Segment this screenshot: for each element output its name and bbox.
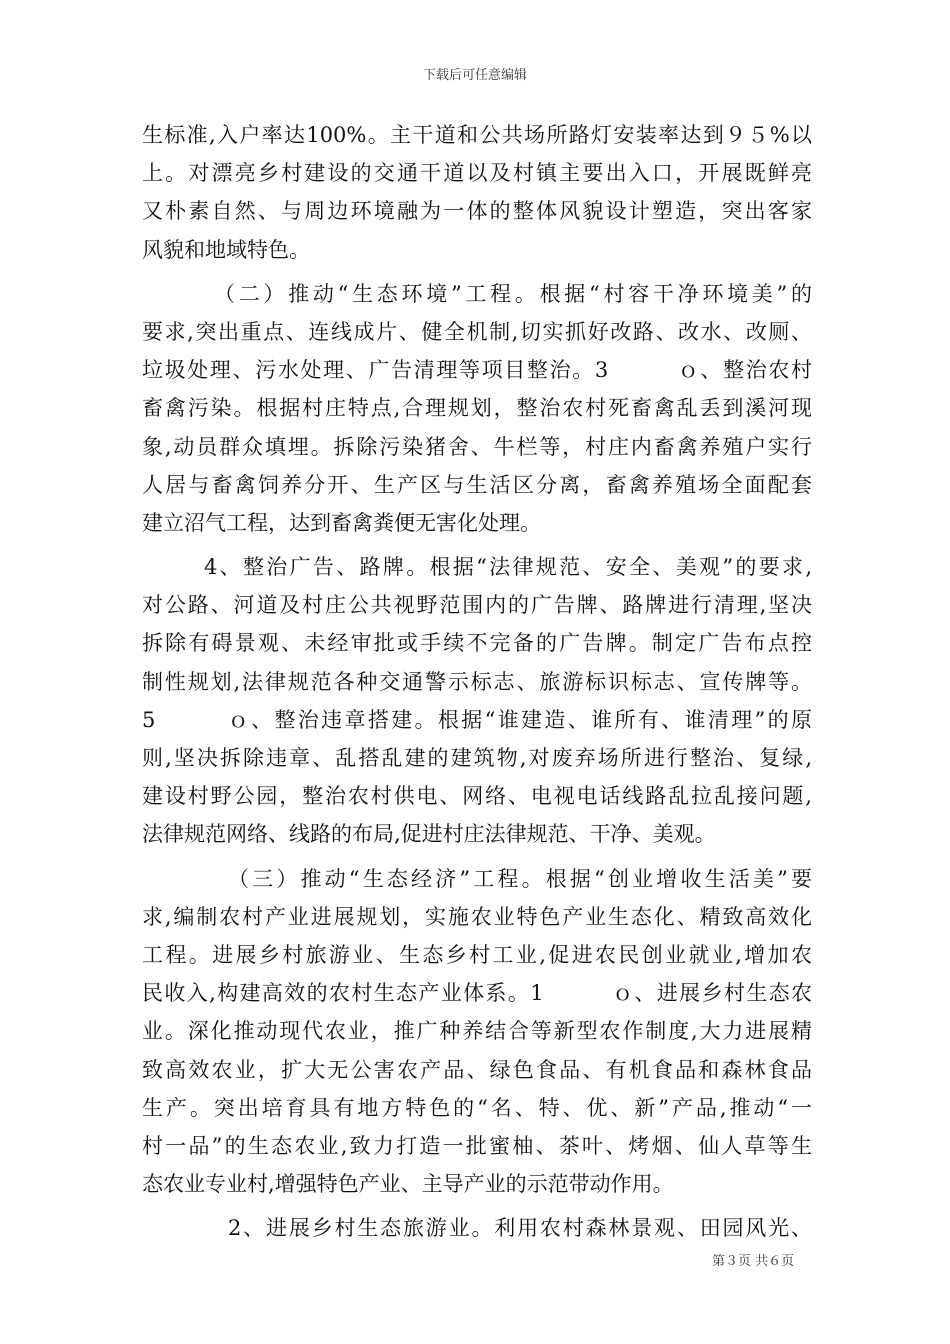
text-line: 态农业专业村,增强特色产业、主导产业的示范带动作用。 — [142, 1172, 674, 1197]
text-line: （三）推动“生态经济”工程。根据“创业增收生活美”要 — [228, 866, 812, 891]
text-line: 业。深化推动现代农业，推广种养结合等新型农作制度,大力进展精 — [142, 1019, 812, 1044]
text-line: 致高效农业，扩大无公害农产品、绿色食品、有机食品和森林食品 — [142, 1057, 812, 1082]
text-line: 民收入,构建高效的农村生态产业体系。1 ｏ、进展乡村生态农 — [142, 981, 812, 1006]
text-line: 则,坚决拆除违章、乱搭乱建的建筑物,对废弃场所进行整治、复绿, — [142, 746, 812, 770]
text-line: 建立沼气工程，达到畜禽粪便无害化处理。 — [142, 510, 541, 535]
text-line: 风貌和地域特色。 — [142, 237, 310, 262]
text-line: 人居与畜禽饲养分开、生产区与生活区分离，畜禽养殖场全面配套 — [142, 472, 812, 497]
text-line: 对公路、河道及村庄公共视野范围内的广告牌、路牌进行清理,坚决 — [142, 593, 812, 618]
text-line: 工程。进展乡村旅游业、生态乡村工业,促进农民创业就业,增加农 — [142, 942, 812, 967]
text-line: 要求,突出重点、连线成片、健全机制,切实抓好改路、改水、改厕、 — [142, 319, 812, 344]
text-line: 5 ｏ、整治违章搭建。根据“谁建造、谁所有、谁清理”的原 — [142, 707, 812, 732]
text-line: （二）推动“生态环境”工程。根据“村容干净环境美”的 — [214, 281, 812, 306]
text-line: 村一品”的生态农业,致力打造一批蜜柚、茶叶、烤烟、仙人草等生 — [142, 1133, 812, 1158]
text-line: 生产。突出培育具有地方特色的“名、特、优、新”产品,推动“一 — [142, 1095, 812, 1120]
text-line: 垃圾处理、污水处理、广告清理等项目整治。3 ｏ、整治农村 — [142, 358, 812, 383]
text-line: 求,编制农村产业进展规划，实施农业特色产业生态化、精致高效化 — [142, 904, 812, 929]
text-line: 拆除有碍景观、未经审批或手续不完备的广告牌。制定广告布点控 — [142, 631, 812, 656]
text-line: 又朴素自然、与周边环境融为一体的整体风貌设计塑造，突出客家 — [142, 199, 812, 224]
page-header: 下载后可任意编辑 — [422, 68, 527, 83]
text-line: 制性规划,法律规范各种交通警示标志、旅游标识标志、宣传牌等。 — [142, 669, 812, 694]
document-body — [142, 116, 812, 1247]
text-line: 畜禽污染。根据村庄特点,合理规划，整治农村死畜禽乱丢到溪河现 — [142, 396, 812, 421]
text-line: 建设村野公园，整治农村供电、网络、电视电话线路乱拉乱接问题, — [142, 784, 812, 809]
page-number: 第３页 共６页 — [712, 1254, 795, 1269]
text-line: 上。对漂亮乡村建设的交通干道以及村镇主要出入口，开展既鲜亮 — [142, 161, 812, 186]
text-line: 2、进展乡村生态旅游业。利用农村森林景观、田园风光、 — [228, 1216, 812, 1241]
text-line: 4、整治广告、路牌。根据“法律规范、安全、美观”的要求, — [204, 555, 812, 580]
text-line: 生标准,入户率达100%。主干道和公共场所路灯安装率达到９５%以 — [142, 123, 812, 147]
text-line: 象,动员群众填埋。拆除污染猪舍、牛栏等，村庄内畜禽养殖户实行 — [142, 434, 812, 459]
text-line: 法律规范网络、线路的布局,促进村庄法律规范、干净、美观。 — [142, 822, 716, 847]
